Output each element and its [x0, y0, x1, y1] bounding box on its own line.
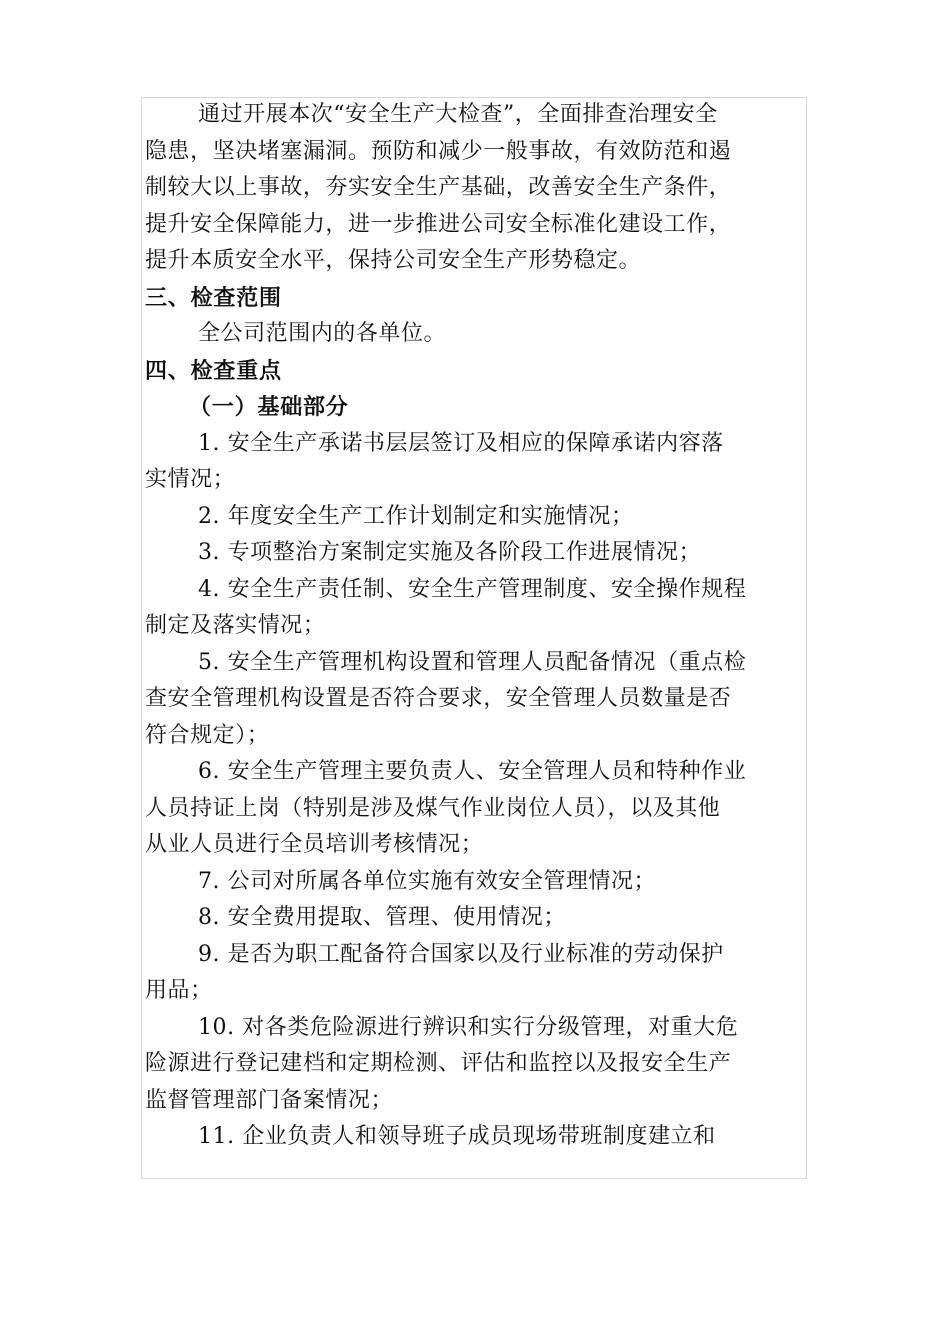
text-line: 监督管理部门备案情况；	[145, 1087, 394, 1113]
text-line: 4. 安全生产责任制、安全生产管理制度、安全操作规程	[198, 576, 747, 602]
text-line: 通过开展本次“安全生产大检查”，全面排查治理安全	[198, 102, 718, 127]
text-line: 3. 专项整治方案制定实施及各阶段工作进展情况；	[198, 540, 702, 565]
text-line: 7. 公司对所属各单位实施有效安全管理情况；	[198, 868, 657, 894]
text-line: 从业人员进行全员培训考核情况；	[145, 832, 484, 857]
subsection-heading-basic: （一）基础部分	[189, 394, 349, 420]
text-line: 制定及落实情况；	[145, 613, 326, 638]
text-line: 实情况；	[145, 467, 236, 492]
document-body	[145, 97, 807, 1156]
text-line: 6. 安全生产管理主要负责人、安全管理人员和特种作业	[198, 759, 747, 784]
intro-paragraph	[145, 97, 807, 280]
text-line: 险源进行登记建档和定期检测、评估和监控以及报安全生产	[145, 1051, 732, 1076]
list-item	[145, 535, 807, 572]
list-item	[145, 645, 807, 755]
text-line: 10. 对各类危险源进行辨识和实行分级管理，对重大危	[198, 1014, 739, 1040]
section-heading-scope: 三、检查范围	[145, 284, 282, 311]
text-line: 2. 年度安全生产工作计划制定和实施情况；	[198, 503, 634, 529]
text-line: 隐患，坚决堵塞漏洞。预防和减少一般事故，有效防范和遏	[145, 138, 732, 164]
text-line: 用品；	[145, 978, 213, 1003]
list-item	[145, 426, 807, 499]
list-item	[145, 754, 807, 864]
scope-text: 全公司范围内的各单位。	[198, 321, 447, 346]
text-line: 11. 企业负责人和领导班子成员现场带班制度建立和	[198, 1124, 716, 1149]
text-line: 9. 是否为职工配备符合国家以及行业标准的劳动保护	[198, 941, 724, 967]
text-line: 查安全管理机构设置是否符合要求，安全管理人员数量是否	[145, 686, 732, 711]
list-item	[145, 1119, 807, 1156]
list-item	[145, 572, 807, 645]
list-item	[145, 937, 807, 1010]
text-line: 8. 安全费用提取、管理、使用情况；	[198, 905, 566, 930]
list-item	[145, 864, 807, 901]
text-line: 制较大以上事故，夯实安全生产基础，改善安全生产条件，	[145, 175, 732, 200]
text-line: 提升本质安全水平，保持公司安全生产形势稳定。	[145, 248, 642, 273]
text-line: 1. 安全生产承诺书层层签订及相应的保障承诺内容落	[198, 430, 724, 456]
text-line: 5. 安全生产管理机构设置和管理人员配备情况（重点检	[198, 649, 747, 675]
text-line: 符合规定）；	[145, 722, 270, 748]
section-heading-focus: 四、检查重点	[145, 357, 282, 384]
text-line: 人员持证上岗（特别是涉及煤气作业岗位人员），以及其他	[145, 795, 721, 821]
list-item	[145, 1010, 807, 1120]
list-item	[145, 499, 807, 536]
text-line: 提升安全保障能力，进一步推进公司安全标准化建设工作，	[145, 211, 732, 237]
list-item	[145, 900, 807, 937]
